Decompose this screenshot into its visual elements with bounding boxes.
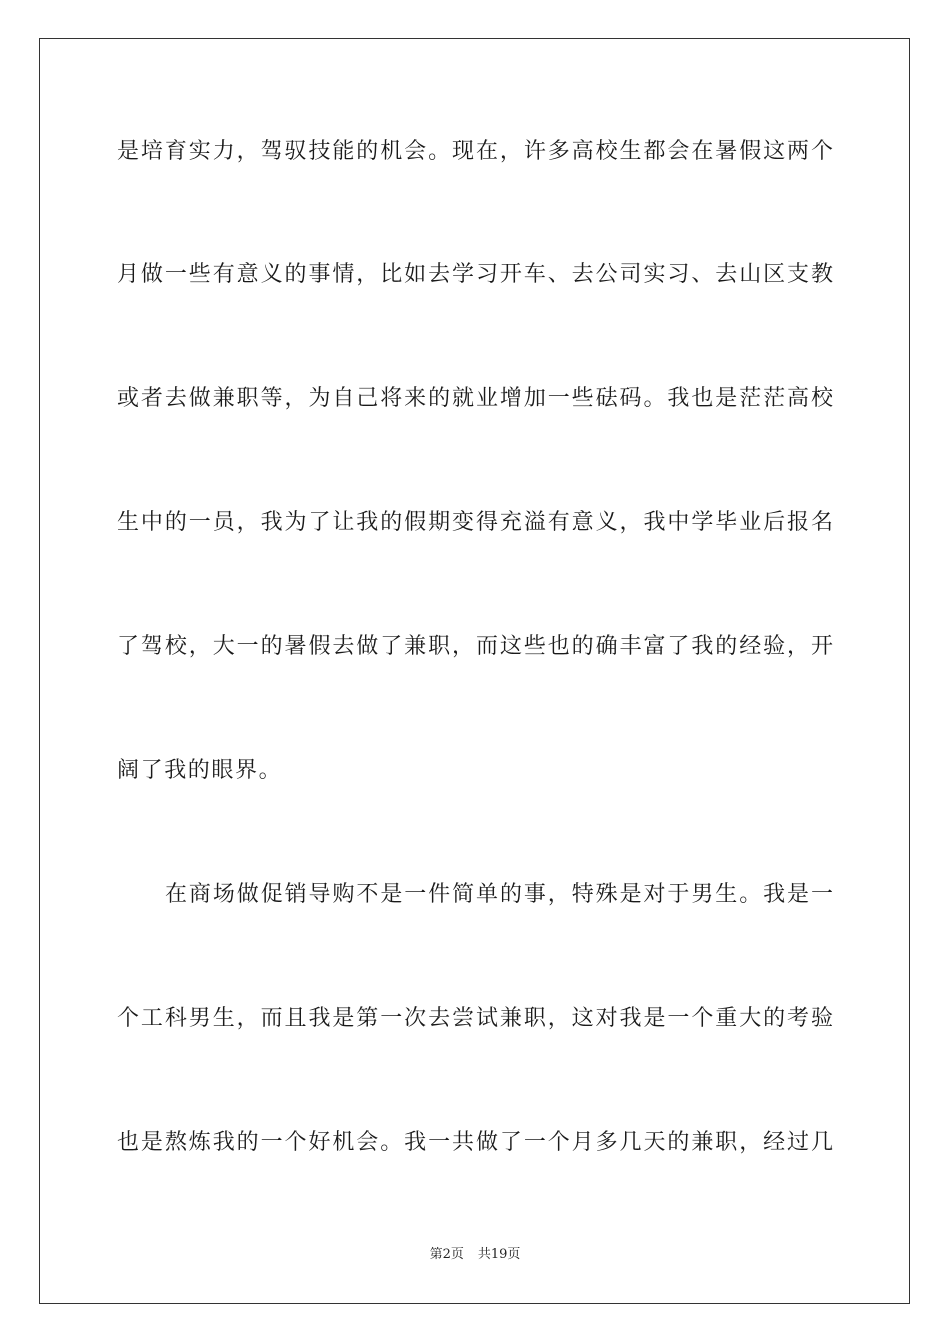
page-footer	[0, 1246, 950, 1264]
page-frame	[39, 38, 910, 1304]
text-line-8: 个工科男生，而且我是第一次去尝试兼职，这对我是一个重大的考验	[117, 1006, 833, 1031]
text-line-5: 了驾校，大一的暑假去做了兼职，而这些也的确丰富了我的经验，开	[117, 634, 833, 659]
text-line-6: 阔了我的眼界。	[117, 758, 283, 783]
text-line-2: 月做一些有意义的事情，比如去学习开车、去公司实习、去山区支教	[117, 262, 833, 287]
page-number: 第2页	[429, 1247, 464, 1262]
text-line-3: 或者去做兼职等，为自己将来的就业增加一些砝码。我也是茫茫高校	[117, 386, 833, 411]
text-line-7: 在商场做促销导购不是一件简单的事，特殊是对于男生。我是一	[165, 882, 833, 907]
text-line-9: 也是熬炼我的一个好机会。我一共做了一个月多几天的兼职，经过几	[117, 1130, 833, 1155]
text-line-4: 生中的一员，我为了让我的假期变得充溢有意义，我中学毕业后报名	[117, 510, 833, 535]
page-total: 共19页	[477, 1247, 521, 1262]
text-line-1: 是培育实力，驾驭技能的机会。现在，许多高校生都会在暑假这两个	[117, 139, 833, 164]
